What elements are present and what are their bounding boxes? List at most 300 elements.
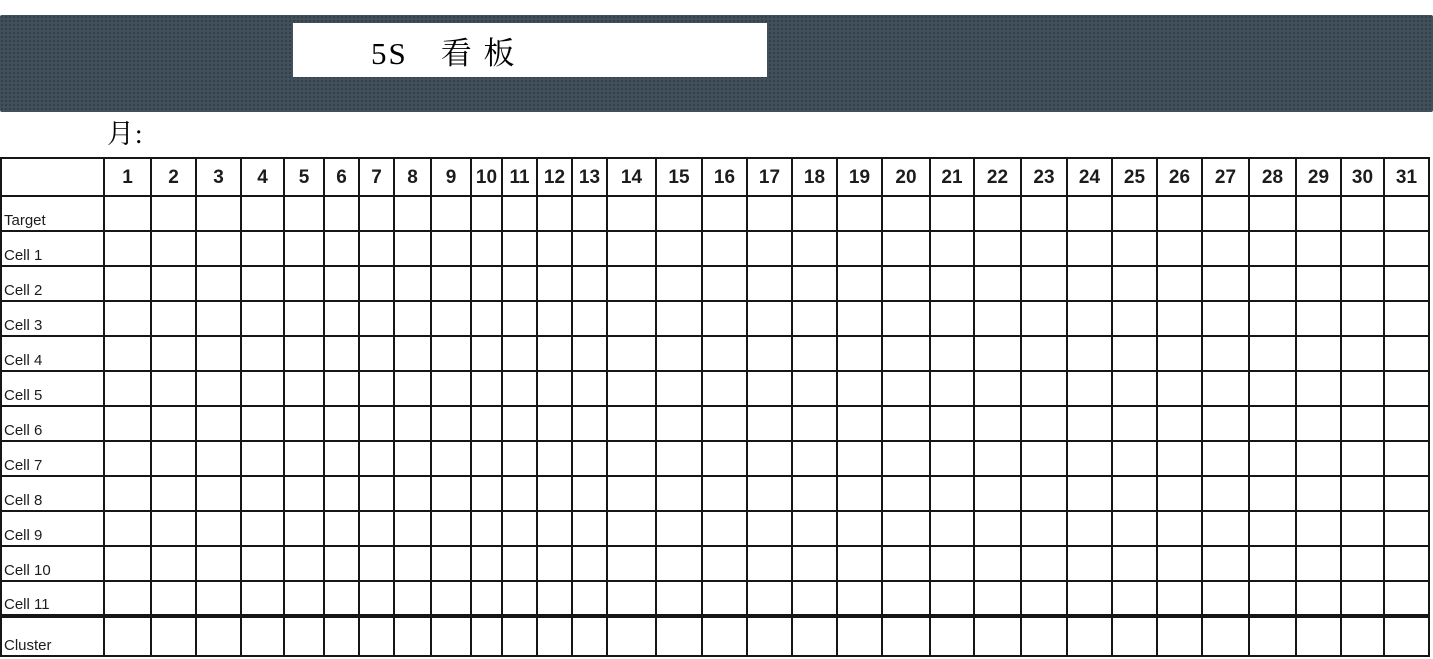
- grid-cell[interactable]: [324, 546, 359, 581]
- grid-cell[interactable]: [104, 441, 151, 476]
- grid-cell[interactable]: [930, 441, 974, 476]
- grid-cell[interactable]: [1202, 196, 1249, 231]
- grid-cell[interactable]: [930, 546, 974, 581]
- grid-cell[interactable]: [284, 196, 324, 231]
- grid-cell[interactable]: [882, 336, 930, 371]
- grid-cell[interactable]: [747, 581, 792, 616]
- grid-cell[interactable]: [1384, 511, 1429, 546]
- grid-cell[interactable]: [1157, 511, 1202, 546]
- grid-cell[interactable]: [284, 336, 324, 371]
- grid-cell[interactable]: [607, 546, 656, 581]
- grid-cell[interactable]: [502, 301, 537, 336]
- grid-cell[interactable]: [471, 231, 502, 266]
- grid-cell[interactable]: [241, 301, 284, 336]
- grid-cell[interactable]: [1296, 476, 1341, 511]
- grid-cell[interactable]: [1021, 476, 1067, 511]
- grid-cell[interactable]: [1384, 476, 1429, 511]
- grid-cell[interactable]: [837, 581, 882, 616]
- grid-cell[interactable]: [1067, 581, 1112, 616]
- grid-cell[interactable]: [196, 616, 241, 656]
- grid-cell[interactable]: [1112, 511, 1157, 546]
- grid-cell[interactable]: [151, 371, 196, 406]
- grid-cell[interactable]: [431, 581, 471, 616]
- grid-cell[interactable]: [537, 336, 572, 371]
- grid-cell[interactable]: [1202, 371, 1249, 406]
- grid-cell[interactable]: [104, 196, 151, 231]
- grid-cell[interactable]: [324, 196, 359, 231]
- grid-cell[interactable]: [537, 266, 572, 301]
- grid-cell[interactable]: [1112, 441, 1157, 476]
- grid-cell[interactable]: [502, 406, 537, 441]
- grid-cell[interactable]: [930, 371, 974, 406]
- grid-cell[interactable]: [537, 406, 572, 441]
- grid-cell[interactable]: [241, 581, 284, 616]
- grid-cell[interactable]: [537, 196, 572, 231]
- grid-cell[interactable]: [1067, 476, 1112, 511]
- grid-cell[interactable]: [471, 581, 502, 616]
- grid-cell[interactable]: [572, 546, 607, 581]
- grid-cell[interactable]: [1384, 301, 1429, 336]
- grid-cell[interactable]: [359, 301, 394, 336]
- grid-cell[interactable]: [607, 371, 656, 406]
- grid-cell[interactable]: [882, 406, 930, 441]
- grid-cell[interactable]: [151, 616, 196, 656]
- grid-cell[interactable]: [471, 371, 502, 406]
- grid-cell[interactable]: [1341, 616, 1384, 656]
- grid-cell[interactable]: [1157, 581, 1202, 616]
- grid-cell[interactable]: [431, 616, 471, 656]
- grid-cell[interactable]: [792, 476, 837, 511]
- grid-cell[interactable]: [241, 616, 284, 656]
- grid-cell[interactable]: [882, 476, 930, 511]
- grid-cell[interactable]: [572, 616, 607, 656]
- grid-cell[interactable]: [1249, 616, 1296, 656]
- grid-cell[interactable]: [747, 336, 792, 371]
- grid-cell[interactable]: [1067, 196, 1112, 231]
- grid-cell[interactable]: [284, 406, 324, 441]
- grid-cell[interactable]: [1249, 231, 1296, 266]
- grid-cell[interactable]: [974, 336, 1021, 371]
- grid-cell[interactable]: [241, 476, 284, 511]
- grid-cell[interactable]: [196, 301, 241, 336]
- grid-cell[interactable]: [747, 266, 792, 301]
- grid-cell[interactable]: [1296, 616, 1341, 656]
- grid-cell[interactable]: [196, 581, 241, 616]
- grid-cell[interactable]: [1067, 301, 1112, 336]
- grid-cell[interactable]: [882, 441, 930, 476]
- grid-cell[interactable]: [1067, 336, 1112, 371]
- grid-cell[interactable]: [359, 196, 394, 231]
- grid-cell[interactable]: [1249, 581, 1296, 616]
- grid-cell[interactable]: [1296, 336, 1341, 371]
- grid-cell[interactable]: [1249, 476, 1296, 511]
- grid-cell[interactable]: [607, 406, 656, 441]
- grid-cell[interactable]: [702, 336, 747, 371]
- grid-cell[interactable]: [1021, 231, 1067, 266]
- grid-cell[interactable]: [284, 616, 324, 656]
- grid-cell[interactable]: [792, 266, 837, 301]
- grid-cell[interactable]: [1021, 581, 1067, 616]
- grid-cell[interactable]: [359, 266, 394, 301]
- grid-cell[interactable]: [1112, 581, 1157, 616]
- grid-cell[interactable]: [572, 406, 607, 441]
- grid-cell[interactable]: [394, 196, 431, 231]
- grid-cell[interactable]: [394, 616, 431, 656]
- grid-cell[interactable]: [241, 511, 284, 546]
- grid-cell[interactable]: [656, 476, 702, 511]
- grid-cell[interactable]: [471, 616, 502, 656]
- grid-cell[interactable]: [792, 581, 837, 616]
- grid-cell[interactable]: [431, 231, 471, 266]
- grid-cell[interactable]: [656, 336, 702, 371]
- grid-cell[interactable]: [537, 371, 572, 406]
- grid-cell[interactable]: [324, 616, 359, 656]
- grid-cell[interactable]: [1202, 616, 1249, 656]
- grid-cell[interactable]: [882, 511, 930, 546]
- grid-cell[interactable]: [196, 336, 241, 371]
- grid-cell[interactable]: [394, 476, 431, 511]
- grid-cell[interactable]: [974, 406, 1021, 441]
- grid-cell[interactable]: [241, 371, 284, 406]
- grid-cell[interactable]: [930, 511, 974, 546]
- grid-cell[interactable]: [1202, 511, 1249, 546]
- grid-cell[interactable]: [1157, 371, 1202, 406]
- grid-cell[interactable]: [974, 616, 1021, 656]
- grid-cell[interactable]: [359, 406, 394, 441]
- grid-cell[interactable]: [1384, 406, 1429, 441]
- grid-cell[interactable]: [359, 546, 394, 581]
- grid-cell[interactable]: [792, 406, 837, 441]
- grid-cell[interactable]: [1021, 336, 1067, 371]
- grid-cell[interactable]: [792, 196, 837, 231]
- grid-cell[interactable]: [930, 476, 974, 511]
- grid-cell[interactable]: [1249, 546, 1296, 581]
- grid-cell[interactable]: [1112, 336, 1157, 371]
- grid-cell[interactable]: [431, 511, 471, 546]
- grid-cell[interactable]: [607, 336, 656, 371]
- grid-cell[interactable]: [1296, 266, 1341, 301]
- grid-cell[interactable]: [471, 441, 502, 476]
- grid-cell[interactable]: [1296, 301, 1341, 336]
- grid-cell[interactable]: [241, 196, 284, 231]
- grid-cell[interactable]: [974, 371, 1021, 406]
- grid-cell[interactable]: [431, 371, 471, 406]
- grid-cell[interactable]: [1112, 371, 1157, 406]
- grid-cell[interactable]: [1021, 266, 1067, 301]
- grid-cell[interactable]: [1157, 196, 1202, 231]
- grid-cell[interactable]: [1384, 371, 1429, 406]
- grid-cell[interactable]: [656, 371, 702, 406]
- grid-cell[interactable]: [1341, 546, 1384, 581]
- grid-cell[interactable]: [1067, 616, 1112, 656]
- grid-cell[interactable]: [572, 581, 607, 616]
- grid-cell[interactable]: [1341, 196, 1384, 231]
- grid-cell[interactable]: [1202, 406, 1249, 441]
- grid-cell[interactable]: [572, 511, 607, 546]
- grid-cell[interactable]: [1021, 546, 1067, 581]
- grid-cell[interactable]: [656, 581, 702, 616]
- grid-cell[interactable]: [656, 511, 702, 546]
- grid-cell[interactable]: [1296, 371, 1341, 406]
- grid-cell[interactable]: [196, 371, 241, 406]
- grid-cell[interactable]: [1112, 196, 1157, 231]
- grid-cell[interactable]: [431, 406, 471, 441]
- grid-cell[interactable]: [359, 581, 394, 616]
- grid-cell[interactable]: [656, 406, 702, 441]
- grid-cell[interactable]: [359, 371, 394, 406]
- grid-cell[interactable]: [196, 441, 241, 476]
- grid-cell[interactable]: [607, 581, 656, 616]
- grid-cell[interactable]: [431, 546, 471, 581]
- grid-cell[interactable]: [1341, 336, 1384, 371]
- grid-cell[interactable]: [1341, 581, 1384, 616]
- grid-cell[interactable]: [572, 301, 607, 336]
- grid-cell[interactable]: [1157, 406, 1202, 441]
- grid-cell[interactable]: [1112, 231, 1157, 266]
- grid-cell[interactable]: [1157, 476, 1202, 511]
- grid-cell[interactable]: [1157, 266, 1202, 301]
- grid-cell[interactable]: [1249, 406, 1296, 441]
- grid-cell[interactable]: [431, 301, 471, 336]
- grid-cell[interactable]: [882, 546, 930, 581]
- grid-cell[interactable]: [1202, 441, 1249, 476]
- grid-cell[interactable]: [502, 231, 537, 266]
- grid-cell[interactable]: [471, 406, 502, 441]
- grid-cell[interactable]: [196, 196, 241, 231]
- grid-cell[interactable]: [747, 441, 792, 476]
- grid-cell[interactable]: [324, 371, 359, 406]
- grid-cell[interactable]: [359, 336, 394, 371]
- grid-cell[interactable]: [284, 301, 324, 336]
- grid-cell[interactable]: [1021, 371, 1067, 406]
- grid-cell[interactable]: [572, 371, 607, 406]
- grid-cell[interactable]: [747, 301, 792, 336]
- grid-cell[interactable]: [1341, 266, 1384, 301]
- grid-cell[interactable]: [837, 231, 882, 266]
- grid-cell[interactable]: [284, 581, 324, 616]
- grid-cell[interactable]: [394, 441, 431, 476]
- grid-cell[interactable]: [151, 336, 196, 371]
- grid-cell[interactable]: [572, 476, 607, 511]
- grid-cell[interactable]: [471, 301, 502, 336]
- grid-cell[interactable]: [702, 581, 747, 616]
- grid-cell[interactable]: [104, 301, 151, 336]
- grid-cell[interactable]: [1157, 546, 1202, 581]
- grid-cell[interactable]: [1021, 406, 1067, 441]
- grid-cell[interactable]: [882, 581, 930, 616]
- grid-cell[interactable]: [607, 266, 656, 301]
- grid-cell[interactable]: [284, 266, 324, 301]
- grid-cell[interactable]: [930, 336, 974, 371]
- grid-cell[interactable]: [1067, 266, 1112, 301]
- grid-cell[interactable]: [1341, 301, 1384, 336]
- grid-cell[interactable]: [1384, 266, 1429, 301]
- grid-cell[interactable]: [241, 546, 284, 581]
- grid-cell[interactable]: [1296, 231, 1341, 266]
- grid-cell[interactable]: [1157, 301, 1202, 336]
- grid-cell[interactable]: [324, 301, 359, 336]
- grid-cell[interactable]: [837, 266, 882, 301]
- grid-cell[interactable]: [656, 266, 702, 301]
- grid-cell[interactable]: [241, 266, 284, 301]
- grid-cell[interactable]: [502, 441, 537, 476]
- grid-cell[interactable]: [702, 196, 747, 231]
- grid-cell[interactable]: [241, 336, 284, 371]
- grid-cell[interactable]: [394, 546, 431, 581]
- grid-cell[interactable]: [1202, 231, 1249, 266]
- grid-cell[interactable]: [284, 441, 324, 476]
- grid-cell[interactable]: [837, 196, 882, 231]
- grid-cell[interactable]: [1384, 441, 1429, 476]
- grid-cell[interactable]: [974, 511, 1021, 546]
- grid-cell[interactable]: [196, 546, 241, 581]
- grid-cell[interactable]: [572, 441, 607, 476]
- grid-cell[interactable]: [1296, 441, 1341, 476]
- grid-cell[interactable]: [656, 546, 702, 581]
- grid-cell[interactable]: [104, 231, 151, 266]
- grid-cell[interactable]: [151, 441, 196, 476]
- grid-cell[interactable]: [1341, 231, 1384, 266]
- grid-cell[interactable]: [394, 371, 431, 406]
- grid-cell[interactable]: [324, 581, 359, 616]
- grid-cell[interactable]: [431, 336, 471, 371]
- grid-cell[interactable]: [1296, 511, 1341, 546]
- grid-cell[interactable]: [930, 266, 974, 301]
- grid-cell[interactable]: [882, 301, 930, 336]
- grid-cell[interactable]: [1384, 196, 1429, 231]
- grid-cell[interactable]: [1296, 196, 1341, 231]
- grid-cell[interactable]: [1112, 616, 1157, 656]
- grid-cell[interactable]: [104, 546, 151, 581]
- grid-cell[interactable]: [104, 581, 151, 616]
- grid-cell[interactable]: [1067, 231, 1112, 266]
- grid-cell[interactable]: [1249, 511, 1296, 546]
- grid-cell[interactable]: [1296, 581, 1341, 616]
- grid-cell[interactable]: [702, 511, 747, 546]
- grid-cell[interactable]: [394, 231, 431, 266]
- grid-cell[interactable]: [151, 406, 196, 441]
- grid-cell[interactable]: [1021, 511, 1067, 546]
- grid-cell[interactable]: [572, 231, 607, 266]
- grid-cell[interactable]: [837, 406, 882, 441]
- grid-cell[interactable]: [502, 511, 537, 546]
- grid-cell[interactable]: [837, 616, 882, 656]
- grid-cell[interactable]: [930, 196, 974, 231]
- grid-cell[interactable]: [747, 371, 792, 406]
- grid-cell[interactable]: [537, 231, 572, 266]
- grid-cell[interactable]: [394, 301, 431, 336]
- grid-cell[interactable]: [747, 196, 792, 231]
- grid-cell[interactable]: [537, 616, 572, 656]
- grid-cell[interactable]: [324, 231, 359, 266]
- grid-cell[interactable]: [1021, 441, 1067, 476]
- grid-cell[interactable]: [537, 511, 572, 546]
- grid-cell[interactable]: [151, 546, 196, 581]
- grid-cell[interactable]: [607, 476, 656, 511]
- grid-cell[interactable]: [656, 441, 702, 476]
- grid-cell[interactable]: [607, 196, 656, 231]
- grid-cell[interactable]: [104, 406, 151, 441]
- grid-cell[interactable]: [1296, 406, 1341, 441]
- grid-cell[interactable]: [747, 616, 792, 656]
- grid-cell[interactable]: [1202, 266, 1249, 301]
- grid-cell[interactable]: [104, 371, 151, 406]
- grid-cell[interactable]: [930, 616, 974, 656]
- grid-cell[interactable]: [1341, 441, 1384, 476]
- grid-cell[interactable]: [930, 581, 974, 616]
- grid-cell[interactable]: [394, 266, 431, 301]
- grid-cell[interactable]: [882, 616, 930, 656]
- grid-cell[interactable]: [324, 511, 359, 546]
- grid-cell[interactable]: [241, 406, 284, 441]
- grid-cell[interactable]: [930, 301, 974, 336]
- grid-cell[interactable]: [537, 301, 572, 336]
- grid-cell[interactable]: [656, 616, 702, 656]
- grid-cell[interactable]: [196, 476, 241, 511]
- grid-cell[interactable]: [882, 371, 930, 406]
- grid-cell[interactable]: [196, 406, 241, 441]
- grid-cell[interactable]: [702, 406, 747, 441]
- grid-cell[interactable]: [1341, 371, 1384, 406]
- grid-cell[interactable]: [431, 266, 471, 301]
- grid-cell[interactable]: [1202, 581, 1249, 616]
- grid-cell[interactable]: [284, 476, 324, 511]
- grid-cell[interactable]: [792, 231, 837, 266]
- grid-cell[interactable]: [656, 231, 702, 266]
- grid-cell[interactable]: [502, 336, 537, 371]
- grid-cell[interactable]: [324, 266, 359, 301]
- grid-cell[interactable]: [1112, 301, 1157, 336]
- grid-cell[interactable]: [1021, 196, 1067, 231]
- grid-cell[interactable]: [471, 476, 502, 511]
- grid-cell[interactable]: [431, 196, 471, 231]
- grid-cell[interactable]: [792, 616, 837, 656]
- grid-cell[interactable]: [1341, 476, 1384, 511]
- grid-cell[interactable]: [792, 511, 837, 546]
- grid-cell[interactable]: [324, 336, 359, 371]
- grid-cell[interactable]: [882, 231, 930, 266]
- grid-cell[interactable]: [974, 196, 1021, 231]
- grid-cell[interactable]: [1202, 301, 1249, 336]
- grid-cell[interactable]: [1202, 336, 1249, 371]
- grid-cell[interactable]: [502, 266, 537, 301]
- grid-cell[interactable]: [837, 301, 882, 336]
- grid-cell[interactable]: [974, 476, 1021, 511]
- grid-cell[interactable]: [394, 581, 431, 616]
- grid-cell[interactable]: [882, 196, 930, 231]
- grid-cell[interactable]: [837, 546, 882, 581]
- grid-cell[interactable]: [882, 266, 930, 301]
- grid-cell[interactable]: [324, 441, 359, 476]
- grid-cell[interactable]: [537, 441, 572, 476]
- grid-cell[interactable]: [471, 336, 502, 371]
- grid-cell[interactable]: [1112, 546, 1157, 581]
- grid-cell[interactable]: [702, 266, 747, 301]
- grid-cell[interactable]: [1157, 231, 1202, 266]
- grid-cell[interactable]: [196, 511, 241, 546]
- grid-cell[interactable]: [1067, 371, 1112, 406]
- grid-cell[interactable]: [359, 441, 394, 476]
- grid-cell[interactable]: [837, 441, 882, 476]
- grid-cell[interactable]: [104, 476, 151, 511]
- grid-cell[interactable]: [1021, 616, 1067, 656]
- grid-cell[interactable]: [471, 511, 502, 546]
- grid-cell[interactable]: [792, 336, 837, 371]
- grid-cell[interactable]: [747, 546, 792, 581]
- grid-cell[interactable]: [104, 266, 151, 301]
- grid-cell[interactable]: [974, 301, 1021, 336]
- grid-cell[interactable]: [607, 441, 656, 476]
